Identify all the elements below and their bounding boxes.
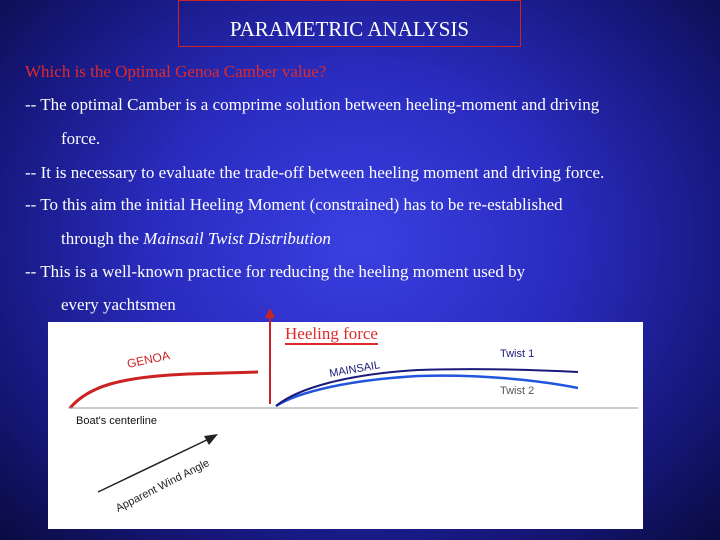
slide-title: PARAMETRIC ANALYSIS <box>178 0 521 47</box>
apparent-wind-label: Apparent Wind Angle <box>113 457 212 515</box>
bullet-2: -- It is necessary to evaluate the trade-off between heeling moment and driving force. <box>25 163 605 182</box>
sail-diagram <box>48 322 643 529</box>
bullet-4-line-1: -- This is a well-known practice for reducing the heeling moment used by <box>25 262 526 281</box>
bullet-3-prefix: through the <box>61 229 144 248</box>
sail-diagram-svg <box>48 322 643 529</box>
twist1-label: Twist 1 <box>500 348 535 360</box>
genoa-label: GENOA <box>125 348 172 371</box>
genoa-curve <box>70 372 258 408</box>
heeling-arrow <box>260 308 280 404</box>
centerline-label: Boat's centerline <box>76 415 157 427</box>
mainsail-twist-term: Mainsail Twist Distribution <box>143 229 331 248</box>
bullet-4-line-2: every yachtsmen <box>61 295 176 314</box>
question-text: Which is the Optimal Genoa Camber value? <box>25 62 327 81</box>
bullet-3-line-2 <box>61 229 331 249</box>
heeling-force-label: Heeling force <box>285 324 378 343</box>
apparent-wind-arrowhead <box>204 434 218 445</box>
bullet-1-line-2: force. <box>61 129 101 148</box>
bullet-3-line-1: -- To this aim the initial Heeling Moment (constrained) has to be re-established <box>25 195 563 214</box>
twist2-label: Twist 2 <box>500 385 535 397</box>
mainsail-label: MAINSAIL <box>328 359 382 380</box>
bullet-1-line-1: -- The optimal Camber is a comprime solution between heeling-moment and driving <box>25 95 600 114</box>
